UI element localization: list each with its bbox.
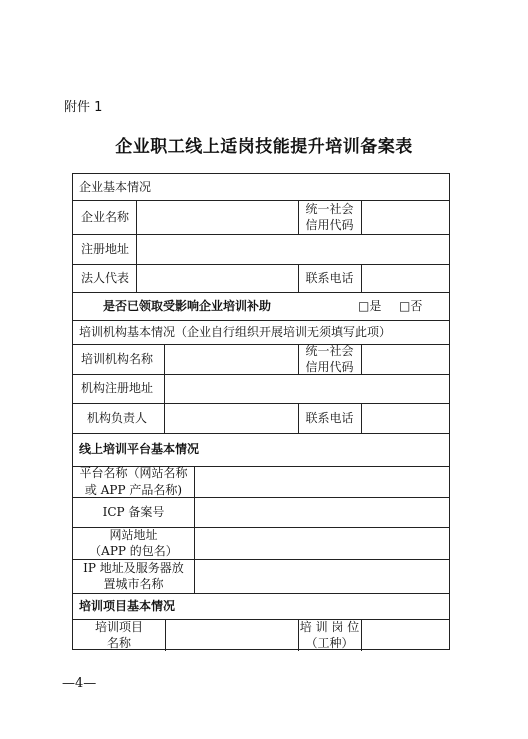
label-inst-name: 培训机构名称	[81, 351, 154, 366]
label-inst-credit-code	[298, 344, 361, 374]
col-divider	[164, 344, 165, 433]
label-reg-address: 注册地址	[81, 241, 130, 256]
label-inst-head: 机构负责人	[87, 410, 148, 425]
section-institution: 培训机构基本情况（企业自行组织开展培训无须填写此项）	[79, 324, 392, 339]
col-divider	[136, 200, 137, 292]
form-title: 企业职工线上适岗技能提升培训备案表	[115, 137, 413, 157]
label-enterprise-name: 企业名称	[81, 209, 130, 224]
filing-form-table	[72, 173, 450, 650]
label-subsidy-question: 是否已领取受影响企业培训补助	[103, 298, 272, 313]
label-site-address-line1: 网站地址	[109, 527, 158, 542]
checkbox-no[interactable]: □否	[399, 298, 423, 313]
label-ip-address-line2: 置城市名称	[103, 577, 164, 591]
label-platform-name-line1: 平台名称（网站名称	[79, 466, 188, 481]
row-divider	[73, 234, 449, 235]
label-ip-address-line1: IP 地址及服务器放	[83, 560, 184, 575]
checkbox-yes[interactable]: □是	[358, 298, 382, 313]
label-project-name	[73, 619, 165, 651]
col-divider	[165, 619, 166, 651]
row-divider	[73, 264, 449, 265]
col-divider	[361, 200, 362, 234]
label-inst-credit-code-line2: 信用代码	[305, 360, 354, 374]
label-site-address-line2: （APP 的包名）	[89, 544, 178, 558]
label-icp: ICP 备案号	[102, 504, 165, 519]
label-credit-code	[298, 200, 361, 234]
col-divider	[361, 619, 362, 651]
annex-label: 附件 1	[64, 100, 103, 115]
page-number: —4—	[62, 676, 97, 691]
label-legal-rep: 法人代表	[81, 270, 130, 285]
label-training-post-line2: （工种）	[305, 636, 354, 650]
label-project-name-line1: 培训项目	[94, 619, 143, 634]
label-platform-name-line2: 或 APP 产品名称)	[84, 482, 183, 497]
col-divider	[361, 264, 362, 292]
label-phone: 联系电话	[305, 270, 354, 285]
row-divider	[73, 200, 449, 201]
label-training-post	[298, 619, 361, 651]
label-site-address	[73, 527, 194, 559]
label-inst-credit-code-line1: 统一社会	[305, 343, 354, 358]
col-divider	[361, 344, 362, 374]
label-platform-name	[73, 466, 194, 497]
label-credit-code-line1: 统一社会	[305, 201, 354, 216]
label-ip-address	[73, 559, 194, 593]
label-inst-phone: 联系电话	[305, 410, 354, 425]
col-divider	[194, 466, 195, 593]
section-enterprise: 企业基本情况	[79, 179, 152, 194]
section-platform: 线上培训平台基本情况	[79, 442, 200, 457]
label-inst-address: 机构注册地址	[81, 381, 154, 396]
label-project-name-line2: 名称	[106, 636, 131, 650]
label-credit-code-line2: 信用代码	[305, 218, 354, 232]
col-divider	[361, 403, 362, 433]
label-training-post-line1: 培 训 岗 位	[299, 619, 360, 634]
section-project: 培训项目基本情况	[79, 598, 176, 613]
